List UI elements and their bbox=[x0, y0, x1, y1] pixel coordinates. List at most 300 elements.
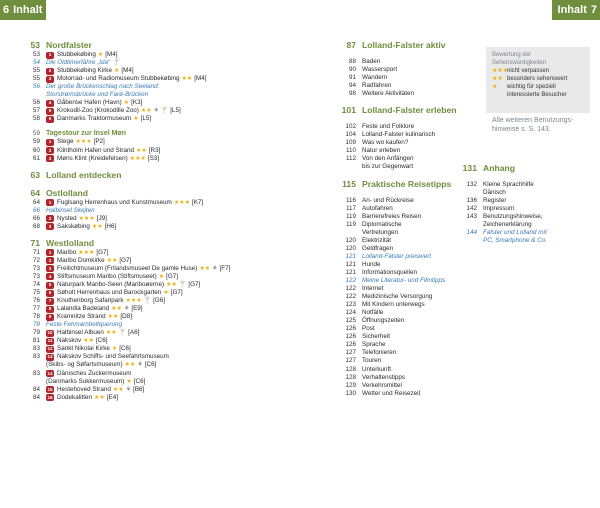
toc-entry bbox=[339, 245, 469, 253]
entry-text: Telefonieren bbox=[362, 349, 397, 357]
entry-text: Kramnitze Strand bbox=[57, 313, 106, 321]
entry-text: Feste und Folklore bbox=[362, 123, 415, 131]
entry-text: Freilichtmuseum (Frilandsmuseet De gamle Huse) bbox=[57, 264, 198, 272]
feature-entry bbox=[460, 229, 585, 237]
map-grid-ref: [M4] bbox=[194, 75, 207, 83]
map-grid-ref: [G6] bbox=[153, 297, 166, 305]
toc-entry bbox=[339, 366, 469, 374]
rating-star-icon: ★★ bbox=[112, 386, 124, 393]
entry-text: Autofahren bbox=[362, 204, 393, 212]
map-grid-ref: [A6] bbox=[128, 329, 140, 337]
feature-entry bbox=[26, 321, 268, 329]
entry-text: Der große Brückenschlag nach Seeland: bbox=[46, 83, 160, 91]
more-hints-line-1: Alle weiteren Benutzungs- bbox=[492, 117, 574, 124]
rating-star-icon: ★ bbox=[163, 290, 169, 297]
page-title-left: Inhalt bbox=[13, 4, 43, 16]
entry-text: Maribo Domkirke bbox=[57, 256, 105, 264]
page-number-right: 7 bbox=[590, 4, 597, 16]
page-ref: 60 bbox=[32, 146, 40, 154]
page-ref: 53 bbox=[30, 40, 40, 50]
entry-text: Dänisch bbox=[483, 189, 506, 197]
legend-label: nicht verpassen bbox=[507, 68, 550, 74]
page-title-right: Inhalt bbox=[557, 4, 587, 16]
page-ref: 104 bbox=[345, 131, 356, 139]
entry-text: Halbinsel Skejten bbox=[46, 206, 95, 214]
sight-number-badge: 13 bbox=[47, 354, 53, 360]
page-ref: 123 bbox=[345, 301, 356, 309]
toc-entry bbox=[26, 289, 268, 297]
sight-number-badge: 2 bbox=[46, 147, 54, 154]
toc-entry bbox=[339, 197, 469, 205]
entry-text: Wassersport bbox=[362, 66, 398, 74]
page-ref: 77 bbox=[32, 305, 40, 313]
legend-row bbox=[492, 91, 584, 99]
entry-text: Geldfragen bbox=[362, 244, 394, 252]
page-ref: 122 bbox=[345, 285, 356, 293]
page-ref: 116 bbox=[345, 196, 356, 204]
legend-label: wichtig für speziell bbox=[507, 84, 556, 90]
entry-text: Fuglsang Herrenhaus und Kunstmuseum bbox=[57, 198, 172, 206]
entry-text: Lalandia Badeland bbox=[57, 305, 110, 313]
sight-number-badge: 2 bbox=[46, 68, 54, 75]
map-grid-ref: [M4] bbox=[121, 67, 134, 75]
toc-entry bbox=[339, 221, 469, 229]
toc-entry bbox=[339, 293, 469, 301]
entry-text: Baden bbox=[362, 58, 381, 65]
page-ref: 102 bbox=[345, 123, 356, 131]
spacer bbox=[26, 181, 268, 188]
entry-text: Verhaltenstipps bbox=[362, 373, 406, 381]
entry-text: Lolland-Falster aktiv bbox=[362, 40, 446, 50]
section-heading bbox=[339, 105, 469, 116]
toc-entry bbox=[26, 138, 268, 146]
map-grid-ref: [C6] bbox=[133, 377, 146, 385]
entry-text: (Danmarks Sukkermuseum) bbox=[46, 377, 125, 385]
page-ref: 88 bbox=[348, 58, 356, 65]
entry-text: Vertretungen bbox=[362, 228, 399, 236]
feature-entry bbox=[339, 277, 469, 285]
rating-star-icon: ★ bbox=[113, 68, 120, 75]
sight-number-badge: 1 bbox=[46, 249, 54, 256]
page-tab-right bbox=[552, 0, 600, 20]
entry-text: Lolland entdecken bbox=[46, 169, 122, 180]
toc-entry bbox=[339, 131, 469, 139]
entry-text: Klintholm Hafen und Strand bbox=[57, 146, 135, 154]
sight-number-badge: 12 bbox=[47, 346, 53, 352]
map-grid-ref: [C6] bbox=[95, 337, 108, 345]
sight-number-badge: 9 bbox=[46, 314, 54, 321]
page-ref: 83 bbox=[32, 369, 40, 377]
rating-star-icon: ★★ bbox=[166, 281, 177, 288]
toc-entry bbox=[26, 329, 268, 337]
page-ref: 84 bbox=[32, 385, 40, 393]
sight-number-badge: 10 bbox=[47, 330, 53, 336]
page-ref: 64 bbox=[32, 198, 40, 206]
legend-label: besonders sehenswert bbox=[507, 76, 568, 82]
toc-entry bbox=[26, 281, 268, 289]
toc-entry bbox=[339, 317, 469, 325]
toc-entry bbox=[460, 189, 585, 197]
entry-text: An- und Rückreise bbox=[362, 196, 414, 204]
page-ref: 120 bbox=[345, 236, 356, 244]
entry-text: Møns Klint (Kreidefelsen) bbox=[57, 154, 128, 162]
spacer bbox=[460, 174, 585, 181]
extra-symbol-icon: ⚘ bbox=[212, 265, 218, 272]
extra-symbol-icon: ⚘ bbox=[137, 362, 143, 369]
page-ref: 132 bbox=[466, 181, 477, 188]
page-ref: 121 bbox=[345, 260, 356, 268]
entry-text: Benutzungshinweise, bbox=[483, 213, 543, 221]
more-hints-note bbox=[492, 116, 590, 134]
page-ref: 94 bbox=[348, 82, 356, 90]
rating-star-icon: ★ bbox=[111, 346, 118, 353]
sight-number-badge: 1 bbox=[46, 52, 54, 59]
rating-star-icon: ★★ bbox=[94, 394, 105, 401]
page-ref: 127 bbox=[345, 357, 356, 365]
entry-text: Öffnungszeiten bbox=[362, 317, 405, 325]
rating-star-icon: ★★ bbox=[107, 314, 119, 321]
spacer bbox=[339, 51, 469, 58]
sight-number-badge: 3 bbox=[46, 155, 54, 162]
section-heading bbox=[339, 179, 469, 190]
entry-text: Verkehrsmittel bbox=[362, 381, 402, 389]
spacer bbox=[339, 116, 469, 123]
map-grid-ref: [G7] bbox=[170, 289, 183, 297]
entry-text: Hunde bbox=[362, 260, 381, 268]
page-ref: 66 bbox=[32, 214, 40, 222]
legend-row bbox=[492, 75, 584, 83]
entry-text: Elektrizität bbox=[362, 236, 392, 244]
page-ref: 83 bbox=[32, 345, 40, 353]
toc-entry bbox=[339, 74, 469, 82]
toc-column-3 bbox=[460, 163, 585, 245]
spacer bbox=[26, 231, 268, 238]
sight-number-badge: 14 bbox=[47, 370, 53, 376]
more-hints-line-2: hinweise s. S. 143. bbox=[492, 126, 551, 133]
page-ref: 64 bbox=[30, 187, 40, 198]
toc-entry bbox=[26, 75, 268, 83]
entry-text: (Skibs- og Søfartsmuseum) bbox=[46, 361, 123, 369]
legend-title-1: Bewertung der bbox=[492, 52, 532, 58]
entry-text: Stubbekøbing bbox=[57, 51, 96, 58]
entry-text: PC, Smartphone & Co. bbox=[483, 237, 548, 245]
rating-star-icon: ★ bbox=[158, 273, 165, 280]
toc-entry bbox=[339, 205, 469, 213]
map-grid-ref: [J9] bbox=[96, 214, 107, 222]
toc-entry bbox=[339, 58, 469, 66]
page-ref: 122 bbox=[345, 276, 356, 284]
entry-text: Sakskøbing bbox=[57, 222, 90, 230]
map-grid-ref: [D8] bbox=[120, 313, 132, 321]
section-heading bbox=[460, 163, 585, 174]
sight-number-badge: 16 bbox=[47, 394, 53, 400]
page-ref: 128 bbox=[345, 373, 356, 381]
page-ref: 63 bbox=[30, 169, 40, 180]
entry-text: Sicherheit bbox=[362, 333, 391, 341]
page-ref: 119 bbox=[345, 220, 356, 228]
rating-star-icon: ★★★ bbox=[75, 139, 92, 146]
page-ref: 120 bbox=[345, 244, 356, 252]
toc-entry bbox=[26, 155, 268, 163]
entry-text: Impressum bbox=[483, 205, 515, 213]
rating-star-icon: ★★★ bbox=[129, 155, 146, 162]
page-ref: 78 bbox=[32, 313, 40, 321]
toc-entry bbox=[26, 345, 268, 353]
page-ref: 119 bbox=[345, 212, 356, 220]
toc-entry bbox=[26, 67, 268, 75]
feature-entry bbox=[26, 207, 268, 215]
entry-text: Wetter und Reisezeit bbox=[362, 389, 421, 397]
entry-text: Praktische Reisetipps bbox=[362, 178, 452, 189]
legend-label: interessierte Besucher bbox=[507, 92, 567, 98]
entry-text: Die Oldtimerfähre „Ida“ bbox=[46, 59, 111, 67]
legend-star-icon: ★ bbox=[492, 84, 498, 90]
toc-entry bbox=[26, 257, 268, 265]
entry-text: Falster und Lolland mit bbox=[483, 229, 547, 237]
page-ref: 131 bbox=[462, 163, 477, 173]
sight-number-badge: 4 bbox=[46, 273, 54, 280]
entry-text: Medizinische Versorgung bbox=[362, 293, 433, 301]
entry-text: Sprache bbox=[362, 341, 386, 349]
sight-number-badge: 5 bbox=[46, 282, 54, 289]
sight-number-badge: 6 bbox=[46, 116, 54, 123]
entry-text: Nysted bbox=[57, 214, 77, 222]
entry-text: Anhang bbox=[483, 163, 515, 173]
page-ref: 124 bbox=[345, 309, 356, 317]
page-ref: 53 bbox=[32, 51, 40, 58]
page-ref: 84 bbox=[32, 393, 40, 401]
rating-star-icon: ★★ bbox=[140, 108, 152, 115]
spacer bbox=[26, 123, 268, 130]
map-grid-ref: [E9] bbox=[131, 305, 143, 313]
page-ref: 144 bbox=[466, 229, 477, 237]
toc-entry bbox=[26, 223, 268, 231]
sight-number-badge: 6 bbox=[46, 290, 54, 297]
entry-text: Motorrad- und Radiomuseum Stubbekøbing bbox=[57, 75, 180, 83]
entry-text: Diplomatische bbox=[362, 220, 402, 228]
toc-entry bbox=[26, 273, 268, 281]
sight-number-badge: 11 bbox=[47, 338, 53, 344]
toc-entry bbox=[339, 390, 469, 398]
rating-star-icon: ★ bbox=[133, 116, 139, 123]
toc-entry bbox=[26, 265, 268, 273]
sight-number-badge: 3 bbox=[46, 223, 54, 230]
rating-star-icon: ★★ bbox=[83, 338, 94, 345]
spacer bbox=[26, 163, 268, 170]
subsection-heading bbox=[26, 130, 268, 138]
extra-symbol-icon: ⚘ 🍸 bbox=[153, 108, 169, 115]
page-ref: 130 bbox=[345, 389, 356, 397]
extra-symbol-icon: 🍸 bbox=[178, 281, 187, 288]
entry-text: Stiftsmuseum Maribo (Stiftsmuseet) bbox=[57, 272, 157, 280]
entry-text: Natur erleben bbox=[362, 147, 401, 155]
page-ref: 76 bbox=[32, 297, 40, 305]
entry-text: Von den Anfängen bbox=[362, 155, 414, 163]
map-grid-ref: [K3] bbox=[131, 99, 143, 107]
page-ref: 127 bbox=[345, 349, 356, 357]
legend-star-icon: ★★★ bbox=[492, 68, 509, 74]
page-ref: 129 bbox=[345, 381, 356, 389]
rating-star-icon: ★★★ bbox=[78, 215, 95, 222]
toc-entry bbox=[26, 370, 268, 378]
toc-entry bbox=[339, 139, 469, 147]
toc-entry bbox=[339, 229, 469, 237]
feature-entry bbox=[26, 83, 268, 91]
page-ref: 68 bbox=[32, 222, 40, 230]
page-ref: 55 bbox=[32, 75, 40, 83]
page-ref: 58 bbox=[32, 115, 40, 123]
entry-text: Tagestour zur Insel Møn bbox=[46, 130, 126, 138]
entry-text: Mit Kindern unterwegs bbox=[362, 301, 425, 309]
page-number-left: 6 bbox=[3, 4, 10, 16]
entry-text: Stege bbox=[57, 138, 74, 146]
rating-star-icon: ★★ bbox=[199, 265, 211, 272]
page-ref: 125 bbox=[345, 317, 356, 325]
toc-column-2 bbox=[339, 40, 469, 398]
page-ref: 57 bbox=[32, 107, 40, 115]
entry-text: Dodekalitten bbox=[57, 393, 93, 401]
page-ref: 126 bbox=[345, 325, 356, 333]
toc-entry bbox=[26, 115, 268, 123]
map-grid-ref: [P2] bbox=[93, 138, 105, 146]
entry-text: Halbinsel Albuen bbox=[57, 329, 104, 337]
entry-text: Sankt Nikolai Kirke bbox=[57, 345, 110, 353]
map-grid-ref: [L5] bbox=[170, 107, 181, 115]
toc-entry bbox=[339, 155, 469, 163]
toc-entry bbox=[26, 353, 268, 361]
entry-text: Informationsquellen bbox=[362, 268, 417, 276]
entry-text: Nordfalster bbox=[46, 40, 92, 50]
toc-entry bbox=[460, 181, 585, 189]
rating-legend bbox=[486, 47, 590, 113]
page-ref: 75 bbox=[32, 289, 40, 297]
toc-entry bbox=[26, 394, 268, 402]
map-grid-ref: [G7] bbox=[188, 280, 201, 288]
page-ref: 54 bbox=[32, 59, 40, 67]
section-heading bbox=[26, 238, 268, 249]
toc-entry bbox=[26, 51, 268, 59]
toc-entry bbox=[339, 341, 469, 349]
rating-star-icon: ★★ bbox=[181, 76, 193, 83]
page-ref: 56 bbox=[32, 83, 40, 91]
toc-entry bbox=[339, 333, 469, 341]
page-ref: 74 bbox=[32, 280, 40, 288]
sight-number-badge: 4 bbox=[46, 100, 54, 107]
toc-entry bbox=[26, 313, 268, 321]
legend-title-2: Sehenswürdigkeiten bbox=[492, 60, 547, 66]
section-heading bbox=[26, 40, 268, 51]
entry-text: Was wo kaufen? bbox=[362, 139, 409, 147]
page-ref: 87 bbox=[346, 40, 356, 50]
entry-text: Ostlolland bbox=[46, 187, 89, 198]
page-ref: 55 bbox=[32, 67, 40, 75]
toc-entry bbox=[339, 237, 469, 245]
toc-entry bbox=[339, 269, 469, 277]
entry-text: Knuthenborg Safaripark bbox=[57, 297, 124, 305]
map-grid-ref: [G7] bbox=[96, 248, 109, 256]
page-tab-left bbox=[0, 0, 46, 20]
sight-number-badge: 3 bbox=[46, 76, 54, 83]
toc-entry bbox=[26, 99, 268, 107]
rating-star-icon: ★★★ bbox=[125, 298, 142, 305]
page-ref: 117 bbox=[345, 204, 356, 212]
entry-text: Lolland-Falster erleben bbox=[362, 105, 457, 116]
feature-entry bbox=[460, 237, 585, 245]
section-heading bbox=[26, 188, 268, 199]
toc-entry bbox=[460, 221, 585, 229]
sight-number-badge: 8 bbox=[46, 306, 54, 313]
entry-text: Søholt Herrenhaus und Barockgarten bbox=[57, 289, 162, 297]
section-heading bbox=[339, 40, 469, 51]
toc-entry bbox=[339, 90, 469, 98]
toc-entry bbox=[339, 325, 469, 333]
page-ref: 71 bbox=[32, 248, 40, 256]
entry-text: Meine Literatur- und Filmtipps bbox=[362, 276, 446, 284]
rating-star-icon: ★ bbox=[97, 52, 104, 58]
map-grid-ref: [R3] bbox=[148, 146, 161, 154]
feature-entry bbox=[339, 253, 469, 261]
page-ref: 121 bbox=[345, 268, 356, 276]
sight-number-badge: 2 bbox=[46, 257, 54, 264]
toc-entry bbox=[339, 301, 469, 309]
toc-entry bbox=[339, 382, 469, 390]
toc-entry bbox=[460, 205, 585, 213]
rating-star-icon: ★ bbox=[123, 100, 130, 107]
toc-entry bbox=[26, 199, 268, 207]
toc-entry bbox=[339, 163, 469, 171]
entry-text: Radfahren bbox=[362, 82, 392, 90]
map-grid-ref: [B6] bbox=[133, 385, 145, 393]
rating-star-icon: ★★★ bbox=[173, 199, 190, 206]
page-ref: 126 bbox=[345, 333, 356, 341]
extra-symbol-icon: 🍸 bbox=[143, 298, 152, 305]
entry-text: Lolland-Falster preiswert bbox=[362, 252, 431, 260]
page-ref: 122 bbox=[345, 293, 356, 301]
rating-star-icon: ★★ bbox=[106, 257, 118, 264]
toc-entry bbox=[339, 357, 469, 365]
toc-entry bbox=[26, 147, 268, 155]
page-ref: 83 bbox=[32, 353, 40, 361]
page-ref: 109 bbox=[345, 139, 356, 147]
page-ref: 121 bbox=[345, 252, 356, 260]
entry-text: Register bbox=[483, 197, 507, 205]
map-grid-ref: [S3] bbox=[147, 154, 160, 162]
page-ref: 73 bbox=[32, 272, 40, 280]
rating-star-icon: ★★ bbox=[105, 330, 117, 337]
entry-text: Nakskov Schiffs- und Seefahrtsmuseum bbox=[57, 353, 169, 361]
page-ref: 142 bbox=[466, 205, 477, 213]
rating-star-icon: ★★ bbox=[91, 223, 103, 230]
map-grid-ref: [C6] bbox=[144, 361, 157, 369]
toc-entry bbox=[26, 249, 268, 257]
toc-entry bbox=[339, 349, 469, 357]
map-grid-ref: [M4] bbox=[105, 51, 118, 58]
entry-text: Gåbense Hafen (Havn) bbox=[57, 99, 122, 107]
entry-text: Weitere Aktivitäten bbox=[362, 90, 415, 98]
toc-entry bbox=[339, 213, 469, 221]
toc-entry bbox=[26, 107, 268, 115]
page-ref: 79 bbox=[32, 329, 40, 337]
entry-text: Danmarks Traktormuseum bbox=[57, 115, 132, 123]
map-grid-ref: [K7] bbox=[191, 198, 204, 206]
section-heading bbox=[26, 170, 268, 181]
toc-entry bbox=[339, 123, 469, 131]
extra-symbol-icon: ⚘ bbox=[123, 306, 130, 313]
sight-number-badge: 1 bbox=[46, 139, 54, 146]
toc-entry bbox=[339, 309, 469, 317]
page-ref: 126 bbox=[345, 341, 356, 349]
rating-star-icon: ★ bbox=[126, 378, 132, 385]
